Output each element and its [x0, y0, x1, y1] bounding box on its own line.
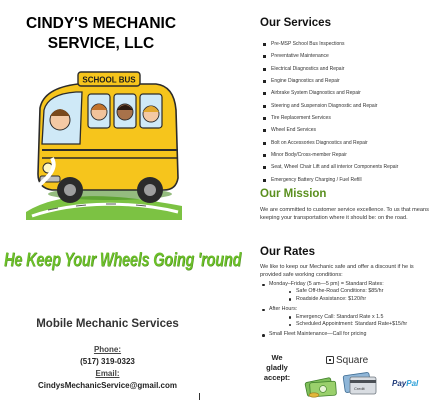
phone-number[interactable]: (517) 319-0323	[80, 357, 135, 366]
list-item: Pre-MSP School Bus Inspections	[262, 38, 436, 50]
list-item: Preventative Maintenance	[262, 50, 436, 62]
list-item: Emergency Battery Charging / Fuel Refill	[262, 174, 436, 186]
list-item: Roadside Assistance: $120/hr	[289, 296, 434, 303]
list-item: Engine Diagnostics and Repair	[262, 75, 436, 87]
cash-and-cards-icon	[304, 368, 394, 398]
services-list	[262, 38, 436, 186]
square-logo	[326, 355, 368, 366]
rates-list	[260, 281, 434, 342]
list-item: Steering and Suspension Diagnostic and Repair	[262, 100, 436, 112]
accept-line: accept:	[263, 373, 291, 382]
list-item: Small Fleet Maintenance—Call for pricing	[260, 331, 434, 338]
accept-line: We	[271, 353, 283, 362]
mission-heading: Our Mission	[260, 188, 327, 200]
list-item: Bolt on Accessories Diagnostics and Repair	[262, 137, 436, 149]
square-icon	[326, 356, 334, 364]
list-item: Minor Body/Cross-member Repair	[262, 149, 436, 161]
list-item: Scheduled Appointment: Standard Rate+$15/hr	[289, 321, 434, 328]
text-cursor	[199, 393, 200, 400]
business-title-line2: SERVICE, LLC	[47, 35, 155, 52]
bus-sign-text: SCHOOL BUS	[82, 75, 136, 85]
card-label: Credit	[354, 386, 365, 391]
paypal-pay-text: Pay	[392, 379, 407, 388]
list-item	[260, 306, 434, 328]
services-heading: Our Services	[260, 17, 331, 29]
mobile-mechanic-heading: Mobile Mechanic Services	[36, 318, 179, 330]
paypal-logo	[392, 379, 418, 388]
after-hours-sublist	[289, 314, 434, 329]
weekday-rates-label: Monday–Friday (5 am—5 pm) = Standard Rates:	[269, 281, 384, 287]
list-item: Airbrake System Diagnostics and Repair	[262, 87, 436, 99]
square-label: Square	[336, 355, 369, 366]
paypal-pal-text: Pal	[406, 379, 419, 388]
school-bus-illustration	[18, 70, 186, 220]
email-address[interactable]: CindysMechanicService@gmail.com	[38, 381, 177, 390]
list-item: Wheel End Services	[262, 124, 436, 136]
rates-intro: We like to keep our Mechanic safe and offer a discount if he is provided safe working conditions:	[260, 264, 414, 278]
rates-heading: Our Rates	[260, 246, 315, 258]
list-item: Tire Replacement Services	[262, 112, 436, 124]
phone-label: Phone:	[93, 345, 122, 354]
payment-accept-text	[258, 353, 296, 383]
business-title-line1: CINDY'S MECHANIC	[25, 15, 177, 32]
flyer-right-panel	[258, 0, 436, 400]
weekday-rates-sublist	[289, 288, 434, 303]
accept-line: gladly	[266, 363, 288, 372]
mission-text: We are committed to customer service excellence. To us that means keeping your transportation where it should be: on the road.	[260, 207, 429, 221]
slogan: He Keep Your Wheels Going 'round	[4, 250, 242, 272]
list-item: Electrical Diagnostics and Repair	[262, 63, 436, 75]
business-title	[0, 14, 202, 54]
after-hours-label: After Hours:	[269, 306, 298, 313]
list-item	[260, 281, 434, 303]
list-item: Emergency Call: Standard Rate x 1.5	[289, 314, 434, 321]
email-label: Email:	[95, 369, 120, 378]
list-item: Safe Off-the-Road Conditions: $85/hr	[289, 288, 434, 295]
list-item: Seat, Wheel Chair Lift and all interior Components Repair	[262, 161, 436, 173]
